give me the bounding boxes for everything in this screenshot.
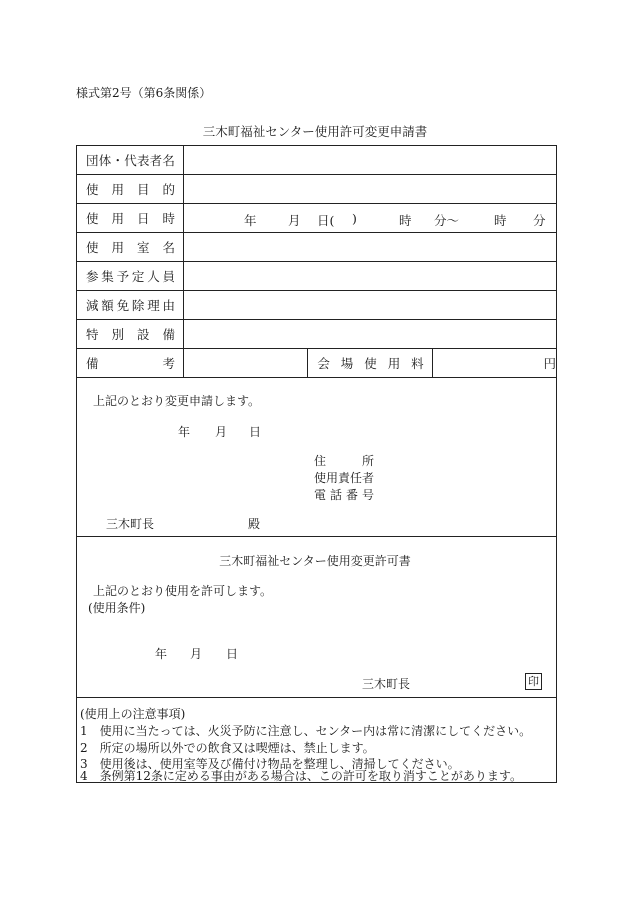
- application-statement: 上記のとおり変更申請します。: [93, 394, 261, 408]
- notes-heading: (使用上の注意事項): [80, 707, 186, 721]
- label-exemption: 減 額 免 除 理 由: [77, 291, 184, 320]
- page-title: 三木町福祉センター使用許可変更申請書: [202, 124, 428, 139]
- label-equipment: 特 別 設 備: [77, 320, 184, 349]
- datetime-end-minute: 分: [533, 213, 546, 228]
- permit-date-day: 日: [226, 647, 239, 661]
- application-date-year: 年: [178, 425, 191, 439]
- group-name-field[interactable]: [184, 146, 557, 175]
- section-divider: [76, 536, 557, 537]
- row-equipment: [77, 320, 557, 349]
- application-honorific: 殿: [248, 517, 261, 531]
- datetime-start-minute: 分〜: [434, 213, 460, 228]
- exemption-field[interactable]: [184, 291, 557, 320]
- permit-conditions-label: (使用条件): [88, 601, 146, 615]
- application-table: [76, 145, 557, 378]
- label-purpose: 使 用 目 的: [77, 175, 184, 204]
- applicant-responsible-label: 使用責任者: [314, 471, 375, 485]
- datetime-month: 月: [288, 213, 301, 228]
- applicant-address-label: 住 所: [314, 454, 374, 468]
- equipment-field[interactable]: [184, 320, 557, 349]
- datetime-end-hour: 時: [494, 213, 507, 228]
- label-attendees: 参 集 予 定 人 員: [77, 262, 184, 291]
- row-datetime: [77, 204, 557, 233]
- row-room: [77, 233, 557, 262]
- permit-title: 三木町福祉センター使用変更許可書: [219, 554, 411, 568]
- venue-fee-field[interactable]: [432, 349, 556, 378]
- permit-date-month: 月: [190, 647, 203, 661]
- row-remarks: [77, 349, 557, 378]
- application-date-month: 月: [215, 425, 228, 439]
- datetime-start-hour: 時: [399, 213, 412, 228]
- attendees-field[interactable]: [184, 262, 557, 291]
- permit-date-year: 年: [155, 647, 168, 661]
- datetime-field[interactable]: [184, 204, 557, 233]
- applicant-phone-label: 電 話 番 号: [314, 488, 374, 502]
- row-exemption: [77, 291, 557, 320]
- note-item: 3 使用後は、使用室等及び備付け物品を整理し、清掃してください。: [80, 757, 460, 771]
- row-attendees: [77, 262, 557, 291]
- row-group-name: [77, 146, 557, 175]
- note-item: 1 使用に当たっては、火災予防に注意し、センター内は常に清潔にしてください。: [80, 724, 532, 738]
- label-datetime: 使 用 日 時: [77, 204, 184, 233]
- yen-unit: 円: [543, 356, 556, 371]
- datetime-close-paren: ): [352, 211, 357, 226]
- label-group-name: 団 体 ・ 代 表 者 名: [77, 146, 184, 175]
- room-field[interactable]: [184, 233, 557, 262]
- remarks-field[interactable]: [184, 349, 308, 378]
- datetime-year: 年: [244, 213, 257, 228]
- label-venue-fee: 会 場 使 用 料: [308, 349, 432, 378]
- row-purpose: [77, 175, 557, 204]
- note-item: 2 所定の場所以外での飲食又は喫煙は、禁止します。: [80, 741, 375, 755]
- application-addressee: 三木町長: [106, 517, 155, 531]
- permit-issuer: 三木町長: [362, 677, 411, 691]
- seal-mark: 印: [525, 673, 542, 690]
- notes-divider: [76, 697, 557, 698]
- label-remarks: 備 考: [77, 349, 184, 378]
- note-item: 4 条例第12条に定める事由がある場合は、この許可を取り消すことがあります。: [80, 769, 522, 783]
- application-date-day: 日: [249, 425, 262, 439]
- datetime-day: 日(: [317, 213, 335, 228]
- form-reference: 様式第2号（第6条関係）: [76, 86, 212, 100]
- label-room: 使 用 室 名: [77, 233, 184, 262]
- purpose-field[interactable]: [184, 175, 557, 204]
- permit-statement: 上記のとおり使用を許可します。: [93, 584, 273, 598]
